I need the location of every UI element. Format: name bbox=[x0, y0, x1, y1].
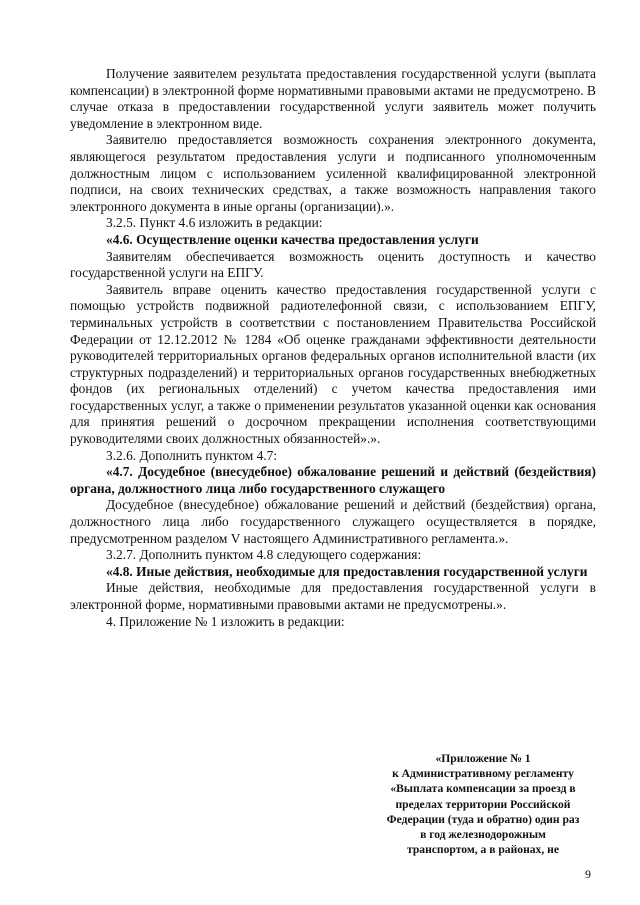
appendix-line: Федерации (туда и обратно) один раз bbox=[386, 812, 580, 826]
document-body bbox=[70, 66, 596, 630]
paragraph-appendix-1: 4. Приложение № 1 изложить в редакции: bbox=[106, 613, 345, 629]
paragraph-clause-3-2-6: 3.2.6. Дополнить пунктом 4.7: bbox=[106, 447, 278, 463]
appendix-header bbox=[370, 751, 596, 857]
page-number: 9 bbox=[585, 867, 591, 881]
appendix-line: в год железнодорожным bbox=[420, 828, 546, 842]
paragraph-appeal-procedure: Досудебное (внесудебное) обжалование решений и действий (бездействия) органа, должностного лица либо государственного служащего осуществляется в порядке, предусмотренном разделом V настоящего Административного регламента.». bbox=[70, 497, 596, 546]
heading-4-8: «4.8. Иные действия, необходимые для предоставления государственной услуги bbox=[106, 563, 588, 579]
paragraph-clause-3-2-5: 3.2.5. Пункт 4.6 изложить в редакции: bbox=[106, 215, 323, 231]
appendix-line: пределах территории Российской bbox=[395, 797, 571, 811]
paragraph-clause-3-2-7: 3.2.7. Дополнить пунктом 4.8 следующего содержания: bbox=[106, 547, 422, 563]
appendix-line: «Приложение № 1 bbox=[435, 752, 531, 765]
paragraph-other-actions: Иные действия, необходимые для предоставления государственной услуги в электронной форме, нормативными правовыми актами не предусмотрены.». bbox=[70, 580, 596, 612]
appendix-line: транспортом, а в районах, не bbox=[407, 843, 559, 857]
paragraph-quality-assessment: Заявителям обеспечивается возможность оценить доступность и качество государственной услуги на ЕПГУ. bbox=[70, 248, 596, 281]
heading-4-7: «4.7. Досудебное (внесудебное) обжалование решений и действий (бездействия) органа, должностного лица либо государственного служащего bbox=[70, 464, 596, 496]
paragraph-quality-evaluation-methods: Заявитель вправе оценить качество предоставления государственной услуги с помощью устройств подвижной радиотелефонной связи, с использованием ЕПГУ, терминальных устройств в соответствии с постановлением Правительства Российской Федерации от 12.12.2012 № 1284 «Об оценке гражданами эффективности деятельности руководителей территориальных органов федеральных органов исполнительной власти (их структурных подразделений) и территориальных органов государственных внебюджетных фондов (их региональных отделений) с учетом качества предоставления ими государственных услуг, а также о применении результатов указанной оценки как основания для принятия решений о досрочном прекращении исполнения соответствующими руководителями своих должностных обязанностей».». bbox=[70, 281, 596, 447]
appendix-line: к Административному регламенту bbox=[392, 767, 574, 781]
paragraph-document-saving: Заявителю предоставляется возможность сохранения электронного документа, являющегося результатом предоставления услуги и подписанного уполномоченным должностным лицом с использованием усиленной квалифицированной электронной подписи, на своих технических средствах, а также возможность направления такого электронного документа в иные органы (организации).». bbox=[70, 132, 596, 214]
appendix-line: «Выплата компенсации за проезд в bbox=[390, 782, 576, 796]
heading-4-6: «4.6. Осуществление оценки качества предоставления услуги bbox=[106, 231, 479, 247]
paragraph-result-receipt: Получение заявителем результата предоставления государственной услуги (выплата компенсации) в электронной форме нормативными правовыми актами не предусмотрено. В случае отказа в предоставлении государственной услуги заявитель может получить уведомление в электронном виде. bbox=[70, 66, 596, 131]
